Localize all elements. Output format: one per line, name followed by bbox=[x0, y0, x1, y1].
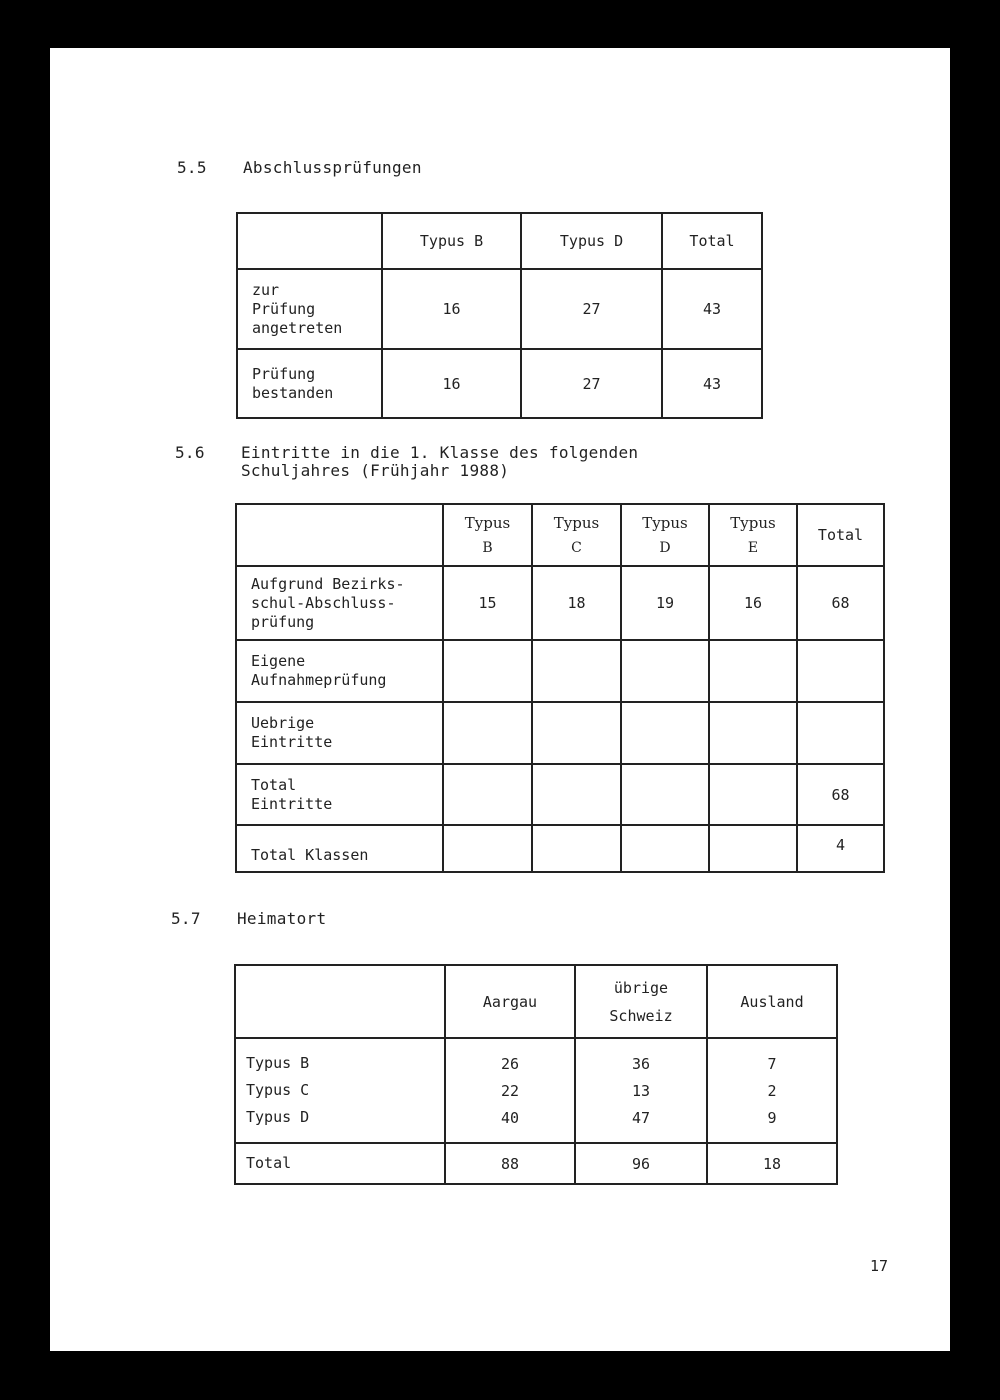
table-cell bbox=[532, 702, 621, 764]
header-cell: Total bbox=[797, 504, 884, 566]
header-cell: Ausland bbox=[707, 965, 837, 1038]
section-title: Heimatort bbox=[237, 909, 327, 928]
table-cell: 88 bbox=[445, 1143, 575, 1184]
table-cell: 26 bbox=[445, 1038, 575, 1076]
row-label: Total Klassen bbox=[236, 825, 443, 872]
table-cell bbox=[797, 640, 884, 702]
row-label: Total Eintritte bbox=[236, 764, 443, 825]
table-cell bbox=[709, 825, 797, 872]
table-cell: 27 bbox=[521, 349, 662, 418]
row-label: Typus C bbox=[235, 1076, 445, 1105]
document-page bbox=[50, 48, 950, 1351]
table-cell bbox=[709, 764, 797, 825]
header-empty-cell bbox=[235, 965, 445, 1038]
header-cell: Typus D bbox=[521, 213, 662, 269]
table-cell: 16 bbox=[382, 349, 521, 418]
section-5-5-heading bbox=[177, 158, 422, 177]
header-cell: Typus B bbox=[443, 504, 532, 566]
table-cell bbox=[532, 764, 621, 825]
table-cell: 27 bbox=[521, 269, 662, 349]
header-cell: Typus E bbox=[709, 504, 797, 566]
table-row bbox=[235, 1105, 837, 1143]
table-cell: 2 bbox=[707, 1076, 837, 1105]
table-cell: 18 bbox=[707, 1143, 837, 1184]
table-cell: 18 bbox=[532, 566, 621, 640]
table-cell: 13 bbox=[575, 1076, 707, 1105]
header-cell: Total bbox=[662, 213, 762, 269]
header-empty-cell bbox=[237, 213, 382, 269]
table-row bbox=[236, 702, 884, 764]
row-label: Prüfung bestanden bbox=[237, 349, 382, 418]
table-heimatort bbox=[234, 964, 838, 1185]
table-cell: 96 bbox=[575, 1143, 707, 1184]
header-empty-cell bbox=[236, 504, 443, 566]
table-cell bbox=[621, 764, 709, 825]
table-cell: 16 bbox=[709, 566, 797, 640]
header-cell: Typus D bbox=[621, 504, 709, 566]
table-abschlusspruefungen bbox=[236, 212, 763, 419]
table-row bbox=[237, 349, 762, 418]
table-eintritte bbox=[235, 503, 885, 873]
row-label: zur Prüfung angetreten bbox=[237, 269, 382, 349]
section-title: Abschlussprüfungen bbox=[243, 158, 422, 177]
row-label: Typus D bbox=[235, 1105, 445, 1143]
section-number: 5.5 bbox=[177, 158, 207, 177]
table-cell bbox=[443, 702, 532, 764]
table-row bbox=[236, 825, 884, 872]
header-cell: übrige Schweiz bbox=[575, 965, 707, 1038]
table-cell bbox=[443, 764, 532, 825]
table-row bbox=[236, 640, 884, 702]
table-cell: 7 bbox=[707, 1038, 837, 1076]
section-number: 5.6 bbox=[175, 443, 205, 462]
table-cell bbox=[621, 825, 709, 872]
table-cell bbox=[443, 640, 532, 702]
table-total-row bbox=[235, 1143, 837, 1184]
table-cell: 22 bbox=[445, 1076, 575, 1105]
table-row bbox=[236, 764, 884, 825]
table-cell: 47 bbox=[575, 1105, 707, 1143]
row-label: Typus B bbox=[235, 1038, 445, 1076]
table-cell: 68 bbox=[797, 764, 884, 825]
table-cell bbox=[621, 640, 709, 702]
table-cell: 15 bbox=[443, 566, 532, 640]
row-label: Uebrige Eintritte bbox=[236, 702, 443, 764]
table-cell bbox=[621, 702, 709, 764]
table-cell bbox=[709, 640, 797, 702]
section-title: Eintritte in die 1. Klasse des folgenden Schuljahres (Frühjahr 1988) bbox=[241, 443, 639, 480]
table-cell bbox=[443, 825, 532, 872]
table-cell: 9 bbox=[707, 1105, 837, 1143]
row-label: Aufgrund Bezirks- schul-Abschluss- prüfung bbox=[236, 566, 443, 640]
table-cell: 4 bbox=[797, 825, 884, 872]
table-cell: 43 bbox=[662, 349, 762, 418]
table-cell: 19 bbox=[621, 566, 709, 640]
table-row bbox=[235, 1076, 837, 1105]
header-cell: Typus C bbox=[532, 504, 621, 566]
table-row bbox=[237, 269, 762, 349]
table-header-row bbox=[236, 504, 884, 566]
table-cell: 40 bbox=[445, 1105, 575, 1143]
table-row bbox=[236, 566, 884, 640]
table-cell: 36 bbox=[575, 1038, 707, 1076]
page-number: 17 bbox=[869, 1257, 888, 1275]
section-5-7-heading bbox=[171, 909, 327, 928]
table-cell bbox=[797, 702, 884, 764]
table-cell bbox=[709, 702, 797, 764]
table-cell bbox=[532, 825, 621, 872]
table-header-row bbox=[237, 213, 762, 269]
header-cell: Aargau bbox=[445, 965, 575, 1038]
table-row bbox=[235, 1038, 837, 1076]
table-cell: 16 bbox=[382, 269, 521, 349]
row-label: Total bbox=[235, 1143, 445, 1184]
table-cell: 68 bbox=[797, 566, 884, 640]
section-number: 5.7 bbox=[171, 909, 201, 928]
header-cell: Typus B bbox=[382, 213, 521, 269]
section-5-6-heading bbox=[175, 443, 639, 480]
table-cell: 43 bbox=[662, 269, 762, 349]
table-cell bbox=[532, 640, 621, 702]
row-label: Eigene Aufnahmeprüfung bbox=[236, 640, 443, 702]
table-header-row bbox=[235, 965, 837, 1038]
